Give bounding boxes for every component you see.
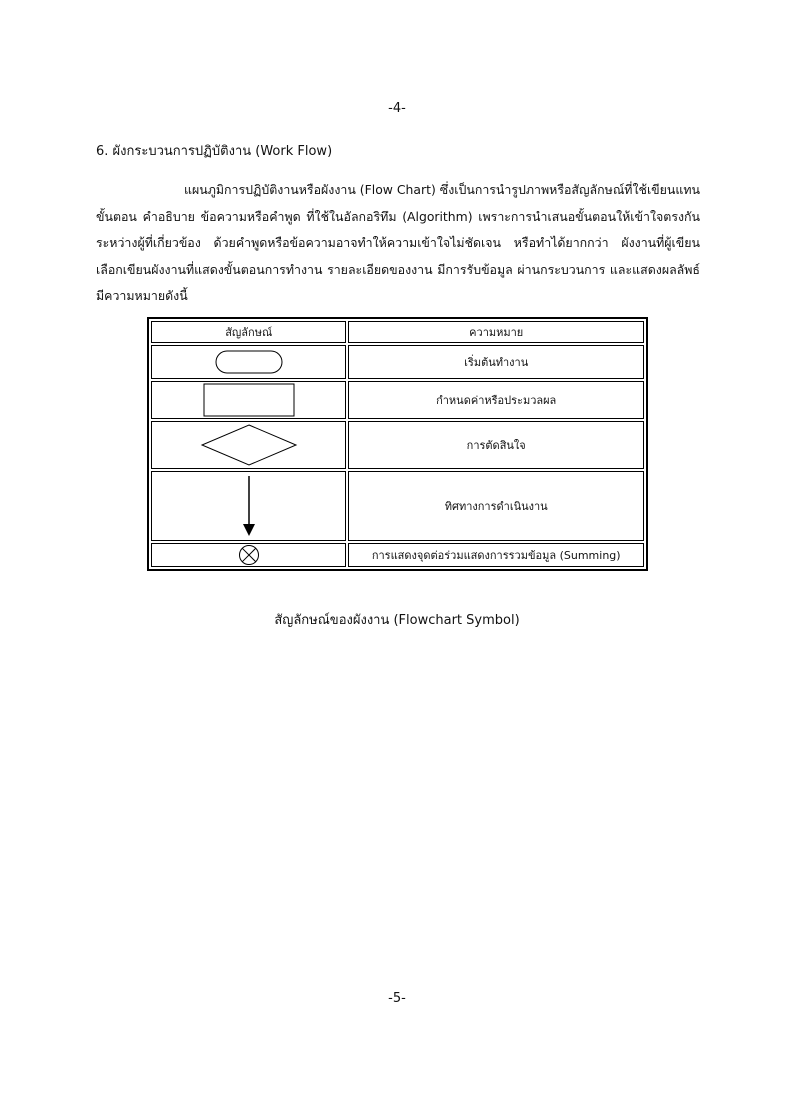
decision-icon [200, 423, 298, 467]
section-heading: 6. ผังกระบวนการปฏิบัติงาน (Work Flow) [96, 144, 333, 159]
meaning-cell: การตัดสินใจ [348, 421, 644, 469]
meaning-cell: การแสดงจุดต่อร่วมแสดงการรวมข้อมูล (Summing) [348, 543, 644, 567]
table-row [151, 421, 644, 469]
table-row [151, 471, 644, 541]
header-symbol: สัญลักษณ์ [151, 321, 346, 343]
meaning-cell: เริ่มต้นทำงาน [348, 345, 644, 379]
summing-junction-icon [237, 544, 261, 566]
figure-caption: สัญลักษณ์ของผังงาน (Flowchart Symbol) [274, 613, 520, 628]
page-number-bottom: -5- [388, 991, 406, 1006]
header-meaning: ความหมาย [348, 321, 644, 343]
process-icon [203, 383, 295, 417]
table-row [151, 345, 644, 379]
table-row [151, 543, 644, 567]
terminator-icon [214, 349, 284, 375]
meaning-cell: กำหนดค่าหรือประมวลผล [348, 381, 644, 419]
page-number-top: -4- [388, 101, 406, 116]
meaning-cell: ทิศทางการดำเนินงาน [348, 471, 644, 541]
table-row [151, 381, 644, 419]
body-paragraph: แผนภูมิการปฏิบัติงานหรือผังงาน (Flow Chart) ซึ่งเป็นการนำรูปภาพหรือสัญลักษณ์ที่ใช้เขียนแทนขั้นตอน คำอธิบาย ข้อความหรือคำพูด ที่ใช้ในอัลกอริทึม (Algorithm) เพราะการนำเสนอขั้นตอนให้เข้าใจตรงกัน ระหว่างผู้ที่เกี่ยวข้อง ด้วยคำพูดหรือข้อความอาจทำให้ความเข้าใจไม่ชัดเจน หรือทำได้ยากกว่า ผังงานที่ผู้เขียนเลือกเขียนผังงานที่แสดงขั้นตอนการทำงาน รายละเอียดของงาน มีการรับข้อมูล ผ่านกระบวนการ และแสดงผลลัพธ์ มีความหมายดังนี้ [96, 182, 700, 303]
flow-arrow-icon [239, 474, 259, 538]
table-header-row [151, 321, 644, 343]
flowchart-symbol-table [147, 317, 648, 571]
